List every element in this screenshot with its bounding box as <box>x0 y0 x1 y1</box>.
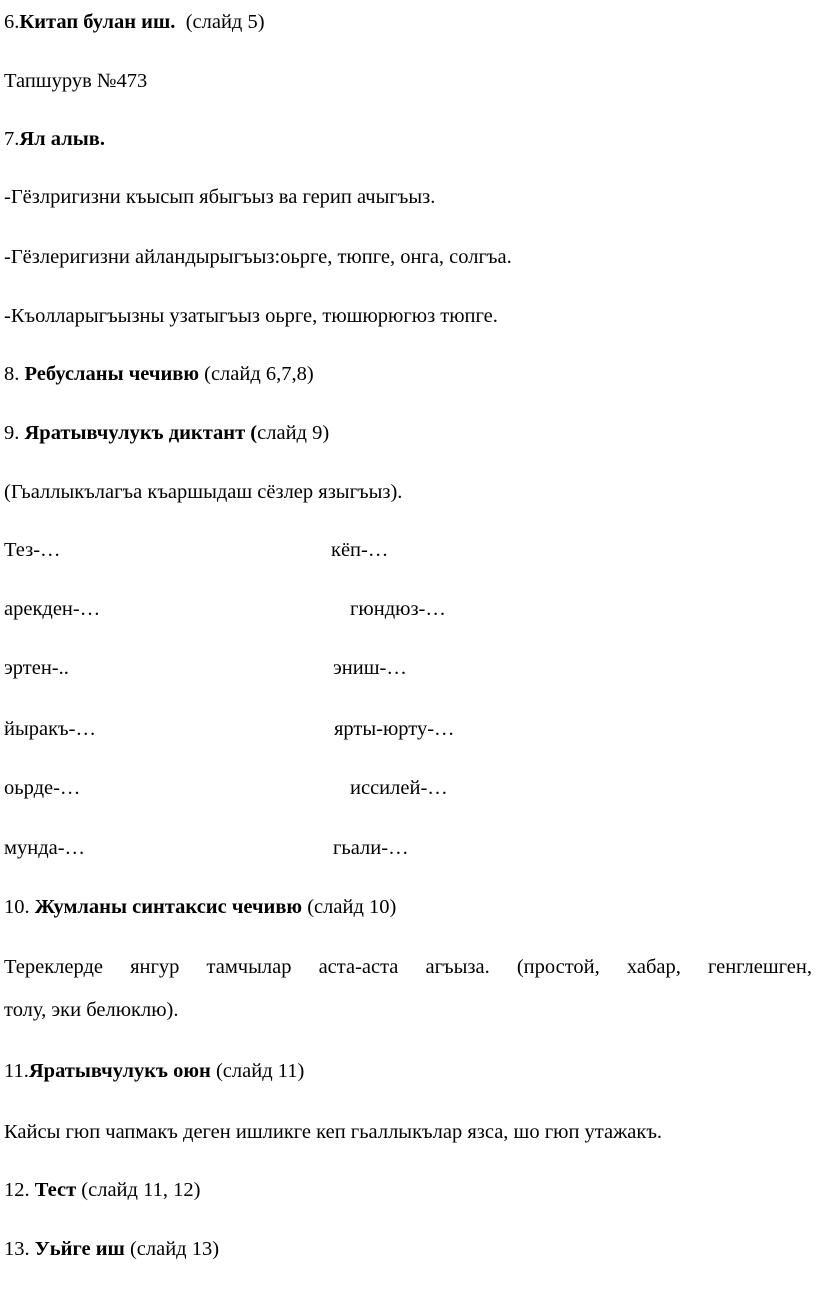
pair-left: эртен-.. <box>4 657 69 679</box>
section-number: 8. <box>4 363 25 385</box>
section-title: Уьйге иш <box>34 1238 125 1260</box>
pair-right: кёп-… <box>331 539 389 561</box>
pair-left: арекден-… <box>4 598 101 620</box>
section-6-heading <box>4 10 265 34</box>
exercise-line-2: -Гёзлеригизни айландырыгъыз:оьрге, тюпге, онга, солгъа. <box>4 246 512 268</box>
section-8-heading <box>4 362 314 386</box>
section-title: Тест <box>34 1179 77 1201</box>
exercise-line-3: -Къолларыгъызны узатыгъыз оьрге, тюшюрюгюз тюпге. <box>4 305 498 327</box>
pair-right: эниш-… <box>333 657 407 679</box>
slide-ref: (слайд 11, 12) <box>76 1179 201 1201</box>
exercise-line-1: -Гёзлригизни къысып ябыгъыз ва герип ачыгъыз. <box>4 186 436 208</box>
section-number: 13. <box>4 1238 35 1260</box>
pair-left: Тез-… <box>4 539 61 561</box>
section-number: 11. <box>4 1060 29 1082</box>
slide-ref: (слайд 5) <box>175 11 265 33</box>
section-10-heading <box>4 895 396 919</box>
section-number: 6. <box>4 11 20 33</box>
section-13-heading <box>4 1237 219 1261</box>
section-number: 9. <box>4 422 25 444</box>
pair-left: оьрде-… <box>4 777 81 799</box>
section-12-heading <box>4 1178 200 1202</box>
section-11-text: Кайсы гюп чапмакъ деген ишликге кеп гьаллыкълар язса, шо гюп утажакъ. <box>4 1121 663 1143</box>
pair-right: гьали-… <box>333 837 409 859</box>
section-title: Ял алыв. <box>19 128 105 150</box>
pair-right: ярты-юрту-… <box>334 718 455 740</box>
pair-right: гюндюз-… <box>350 598 446 620</box>
section-number: 12. <box>4 1179 35 1201</box>
task-line: Тапшурув №473 <box>4 70 148 92</box>
section-title: Ребусланы чечивю <box>24 363 199 385</box>
section-7-heading <box>4 127 105 151</box>
section-number: 7. <box>4 128 20 150</box>
slide-ref: (слайд 6,7,8) <box>199 363 314 385</box>
sentence-line-2: толу, эки белюклю). <box>4 999 179 1021</box>
pair-right: иссилей-… <box>350 777 448 799</box>
slide-ref: (слайд 11) <box>210 1060 305 1082</box>
section-number: 10. <box>4 896 35 918</box>
section-11-heading <box>4 1059 304 1083</box>
slide-ref: слайд 9) <box>257 422 330 444</box>
instruction-line: (Гьаллыкълагъа къаршыдаш сёзлер языгъыз). <box>4 481 403 503</box>
pair-left: мунда-… <box>4 837 86 859</box>
slide-ref: (слайд 13) <box>124 1238 220 1260</box>
section-title: Яратывчулукъ диктант ( <box>24 422 258 444</box>
pair-left: йыракъ-… <box>4 718 96 740</box>
section-title: Китап булан иш. <box>19 11 176 33</box>
section-title: Жумланы синтаксис чечивю <box>34 896 303 918</box>
section-title: Яратывчулукъ оюн <box>28 1060 211 1082</box>
sentence-line-1: Тереклерде янгур тамчылар аста-аста агъыза. (простой, хабар, генглешген, <box>4 956 812 978</box>
section-9-heading <box>4 421 329 445</box>
slide-ref: (слайд 10) <box>302 896 397 918</box>
